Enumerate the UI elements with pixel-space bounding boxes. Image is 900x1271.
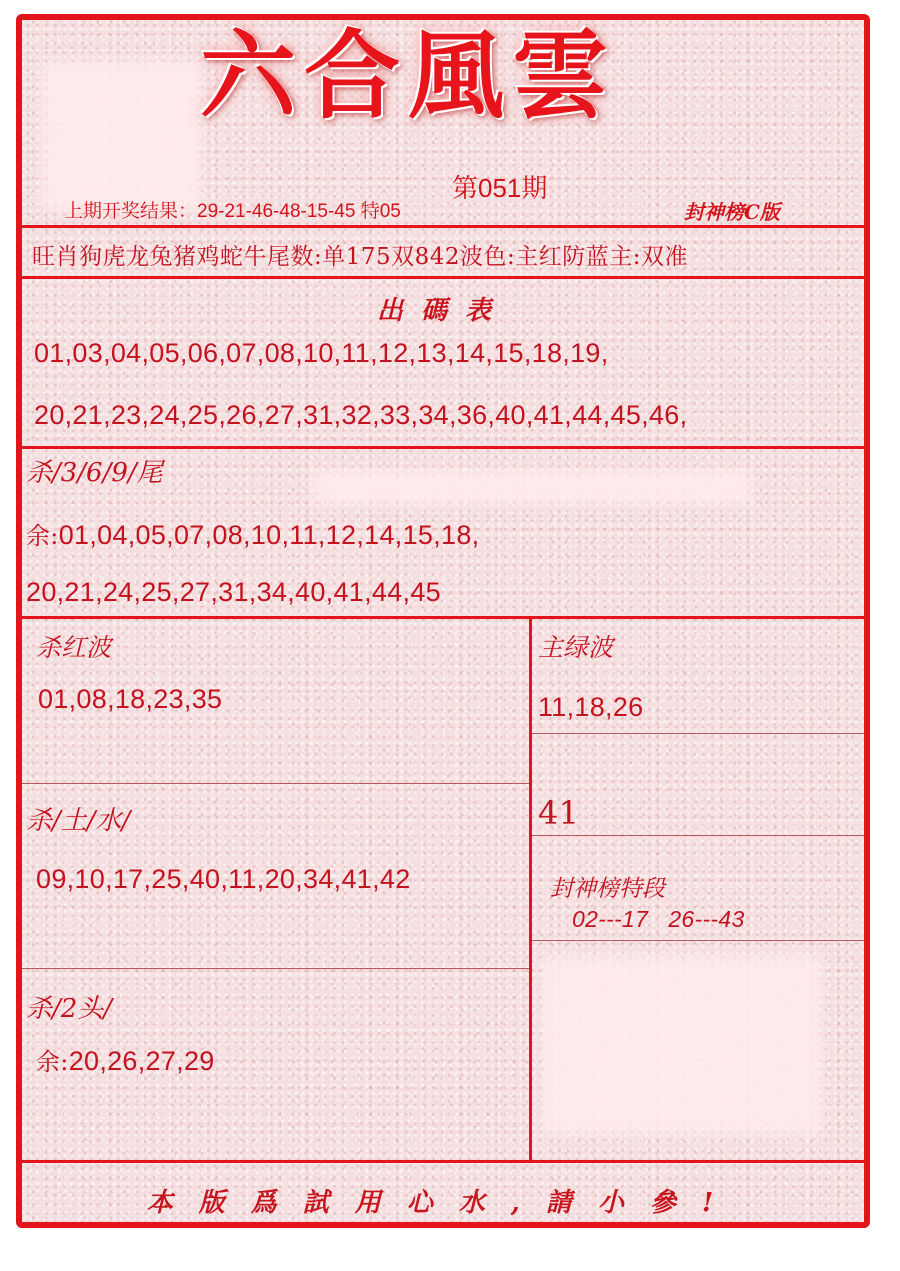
remainder-prefix: 余: bbox=[26, 522, 59, 550]
main-green-values: 11,18,26 bbox=[538, 692, 644, 722]
column-divider bbox=[529, 616, 532, 1160]
kill-red-values: 01,08,18,23,35 bbox=[38, 684, 223, 714]
divider bbox=[532, 835, 864, 836]
divider bbox=[22, 783, 529, 784]
edition-label: 封神榜C版 bbox=[684, 200, 780, 224]
kill-head-label: 杀/2头/ bbox=[26, 994, 113, 1024]
footer-note: 本版爲試用心水,請小參! bbox=[146, 1188, 740, 1218]
kill-tail-line-1 bbox=[26, 516, 479, 551]
lottery-sheet bbox=[16, 14, 870, 1228]
chart-table-line-1: 01,03,04,05,06,07,08,10,11,12,13,14,15,18,19, bbox=[34, 338, 609, 368]
kill-head-values-line bbox=[36, 1042, 215, 1077]
kill-tail-values-1: 01,04,05,07,08,10,11,12,14,15,18, bbox=[58, 520, 480, 550]
divider bbox=[22, 968, 529, 969]
kill-tail-line-2: 20,21,24,25,27,31,34,40,41,44,45 bbox=[26, 577, 441, 607]
blurred-logo-area bbox=[42, 60, 202, 210]
special-segment-label: 封神榜特段 bbox=[550, 876, 665, 902]
blurred-strip bbox=[312, 470, 752, 505]
divider bbox=[532, 733, 864, 734]
divider bbox=[22, 225, 864, 228]
info-line: 旺肖狗虎龙兔猪鸡蛇牛尾数:单175双842波色:主红防蓝主:双准 bbox=[32, 244, 689, 270]
page-title: 六合風雲 bbox=[200, 19, 616, 132]
divider bbox=[22, 446, 864, 449]
kill-elements-values: 09,10,17,25,40,11,20,34,41,42 bbox=[36, 864, 411, 894]
divider bbox=[532, 940, 864, 941]
kill-tail-label: 杀/3/6/9/尾 bbox=[26, 458, 163, 488]
kill-elements-label: 杀/土/水/ bbox=[26, 806, 131, 836]
kill-red-label: 杀红波 bbox=[36, 633, 112, 662]
kill-head-values: 20,26,27,29 bbox=[68, 1046, 215, 1076]
single-number: 41 bbox=[538, 794, 580, 832]
special-segment-values: 02---17 26---43 bbox=[572, 906, 745, 932]
main-green-label: 主绿波 bbox=[538, 633, 614, 662]
last-draw-result: 上期开奖结果：29-21-46-48-15-45 特05 bbox=[64, 201, 401, 222]
divider bbox=[22, 1160, 864, 1163]
issue-number: 第051期 bbox=[452, 173, 548, 203]
blurred-ad-area bbox=[542, 955, 822, 1135]
chart-table-heading: 出碼表 bbox=[376, 296, 509, 326]
chart-table-line-2: 20,21,23,24,25,26,27,31,32,33,34,36,40,41,44,45,46, bbox=[34, 400, 688, 430]
remainder-prefix: 余: bbox=[36, 1048, 69, 1076]
divider bbox=[22, 616, 864, 619]
divider bbox=[22, 276, 864, 279]
